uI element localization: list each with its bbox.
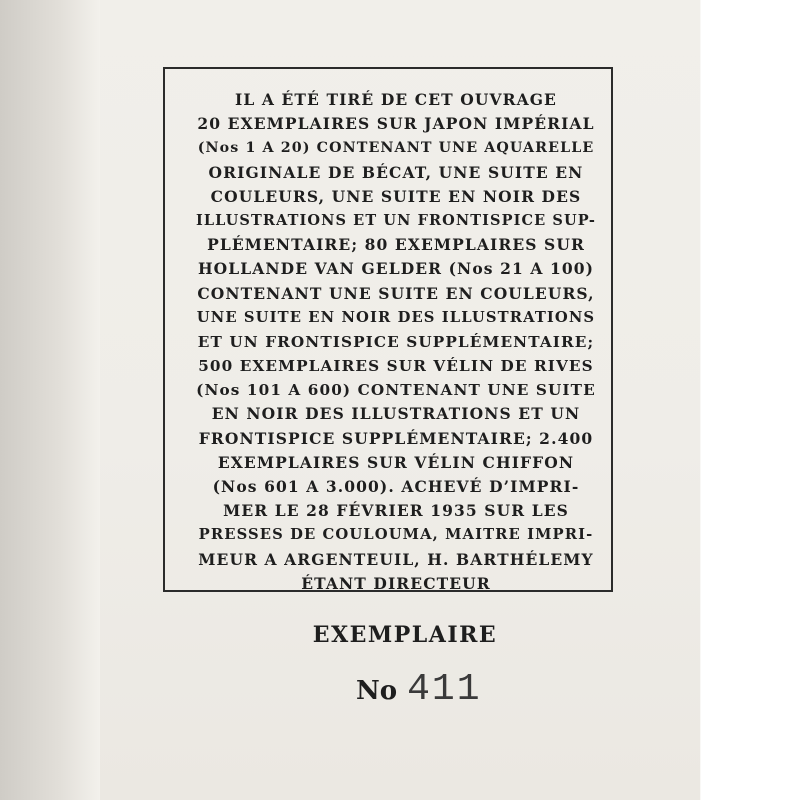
justification-line: MEUR A ARGENTEUIL, H. BARTHÉLEMY — [198, 549, 594, 569]
copy-number — [320, 668, 520, 711]
copy-number-value: 411 — [407, 668, 482, 711]
justification-line: CONTENANT UNE SUITE EN COULEURS, — [197, 283, 595, 303]
justification-line: ILLUSTRATIONS ET UN FRONTISPICE SUP- — [196, 211, 597, 229]
justification-line: FRONTISPICE SUPPLÉMENTAIRE; 2.400 — [198, 428, 594, 448]
justification-line: HOLLANDE VAN GELDER (Nos 21 A 100) — [197, 259, 595, 279]
justification-line: IL A ÉTÉ TIRÉ DE CET OUVRAGE — [235, 90, 557, 109]
justification-line: 500 EXEMPLAIRES SUR VÉLIN DE RIVES — [198, 357, 594, 376]
justification-line: PRESSES DE COULOUMA, MAITRE IMPRI- — [198, 526, 594, 544]
justification-line: (Nos 101 A 600) CONTENANT UNE SUITE — [196, 381, 596, 400]
justification-line: (Nos 601 A 3.000). ACHEVÉ D’IMPRI- — [212, 477, 580, 496]
justification-line: 20 EXEMPLAIRES SUR JAPON IMPÉRIAL — [197, 114, 595, 134]
justification-text — [196, 88, 596, 596]
copy-label: EXEMPLAIRE — [312, 622, 498, 648]
justification-line: ORIGINALE DE BÉCAT, UNE SUITE EN — [208, 162, 584, 182]
justification-line: COULEURS, UNE SUITE EN NOIR DES — [210, 186, 582, 206]
justification-line: (Nos 1 A 20) CONTENANT UNE AQUARELLE — [197, 140, 595, 157]
justification-line: EN NOIR DES ILLUSTRATIONS ET UN — [211, 404, 581, 424]
justification-line: EXEMPLAIRES SUR VÉLIN CHIFFON — [217, 452, 575, 472]
justification-line: ET UN FRONTISPICE SUPPLÉMENTAIRE; — [197, 332, 595, 351]
justification-line: UNE SUITE EN NOIR DES ILLUSTRATIONS — [196, 308, 596, 326]
justification-line: ÉTANT DIRECTEUR — [301, 573, 491, 593]
justification-line: PLÉMENTAIRE; 80 EXEMPLAIRES SUR — [207, 235, 585, 255]
copy-number-prefix: No — [356, 676, 398, 706]
justification-line: MER LE 28 FÉVRIER 1935 SUR LES — [223, 501, 569, 521]
